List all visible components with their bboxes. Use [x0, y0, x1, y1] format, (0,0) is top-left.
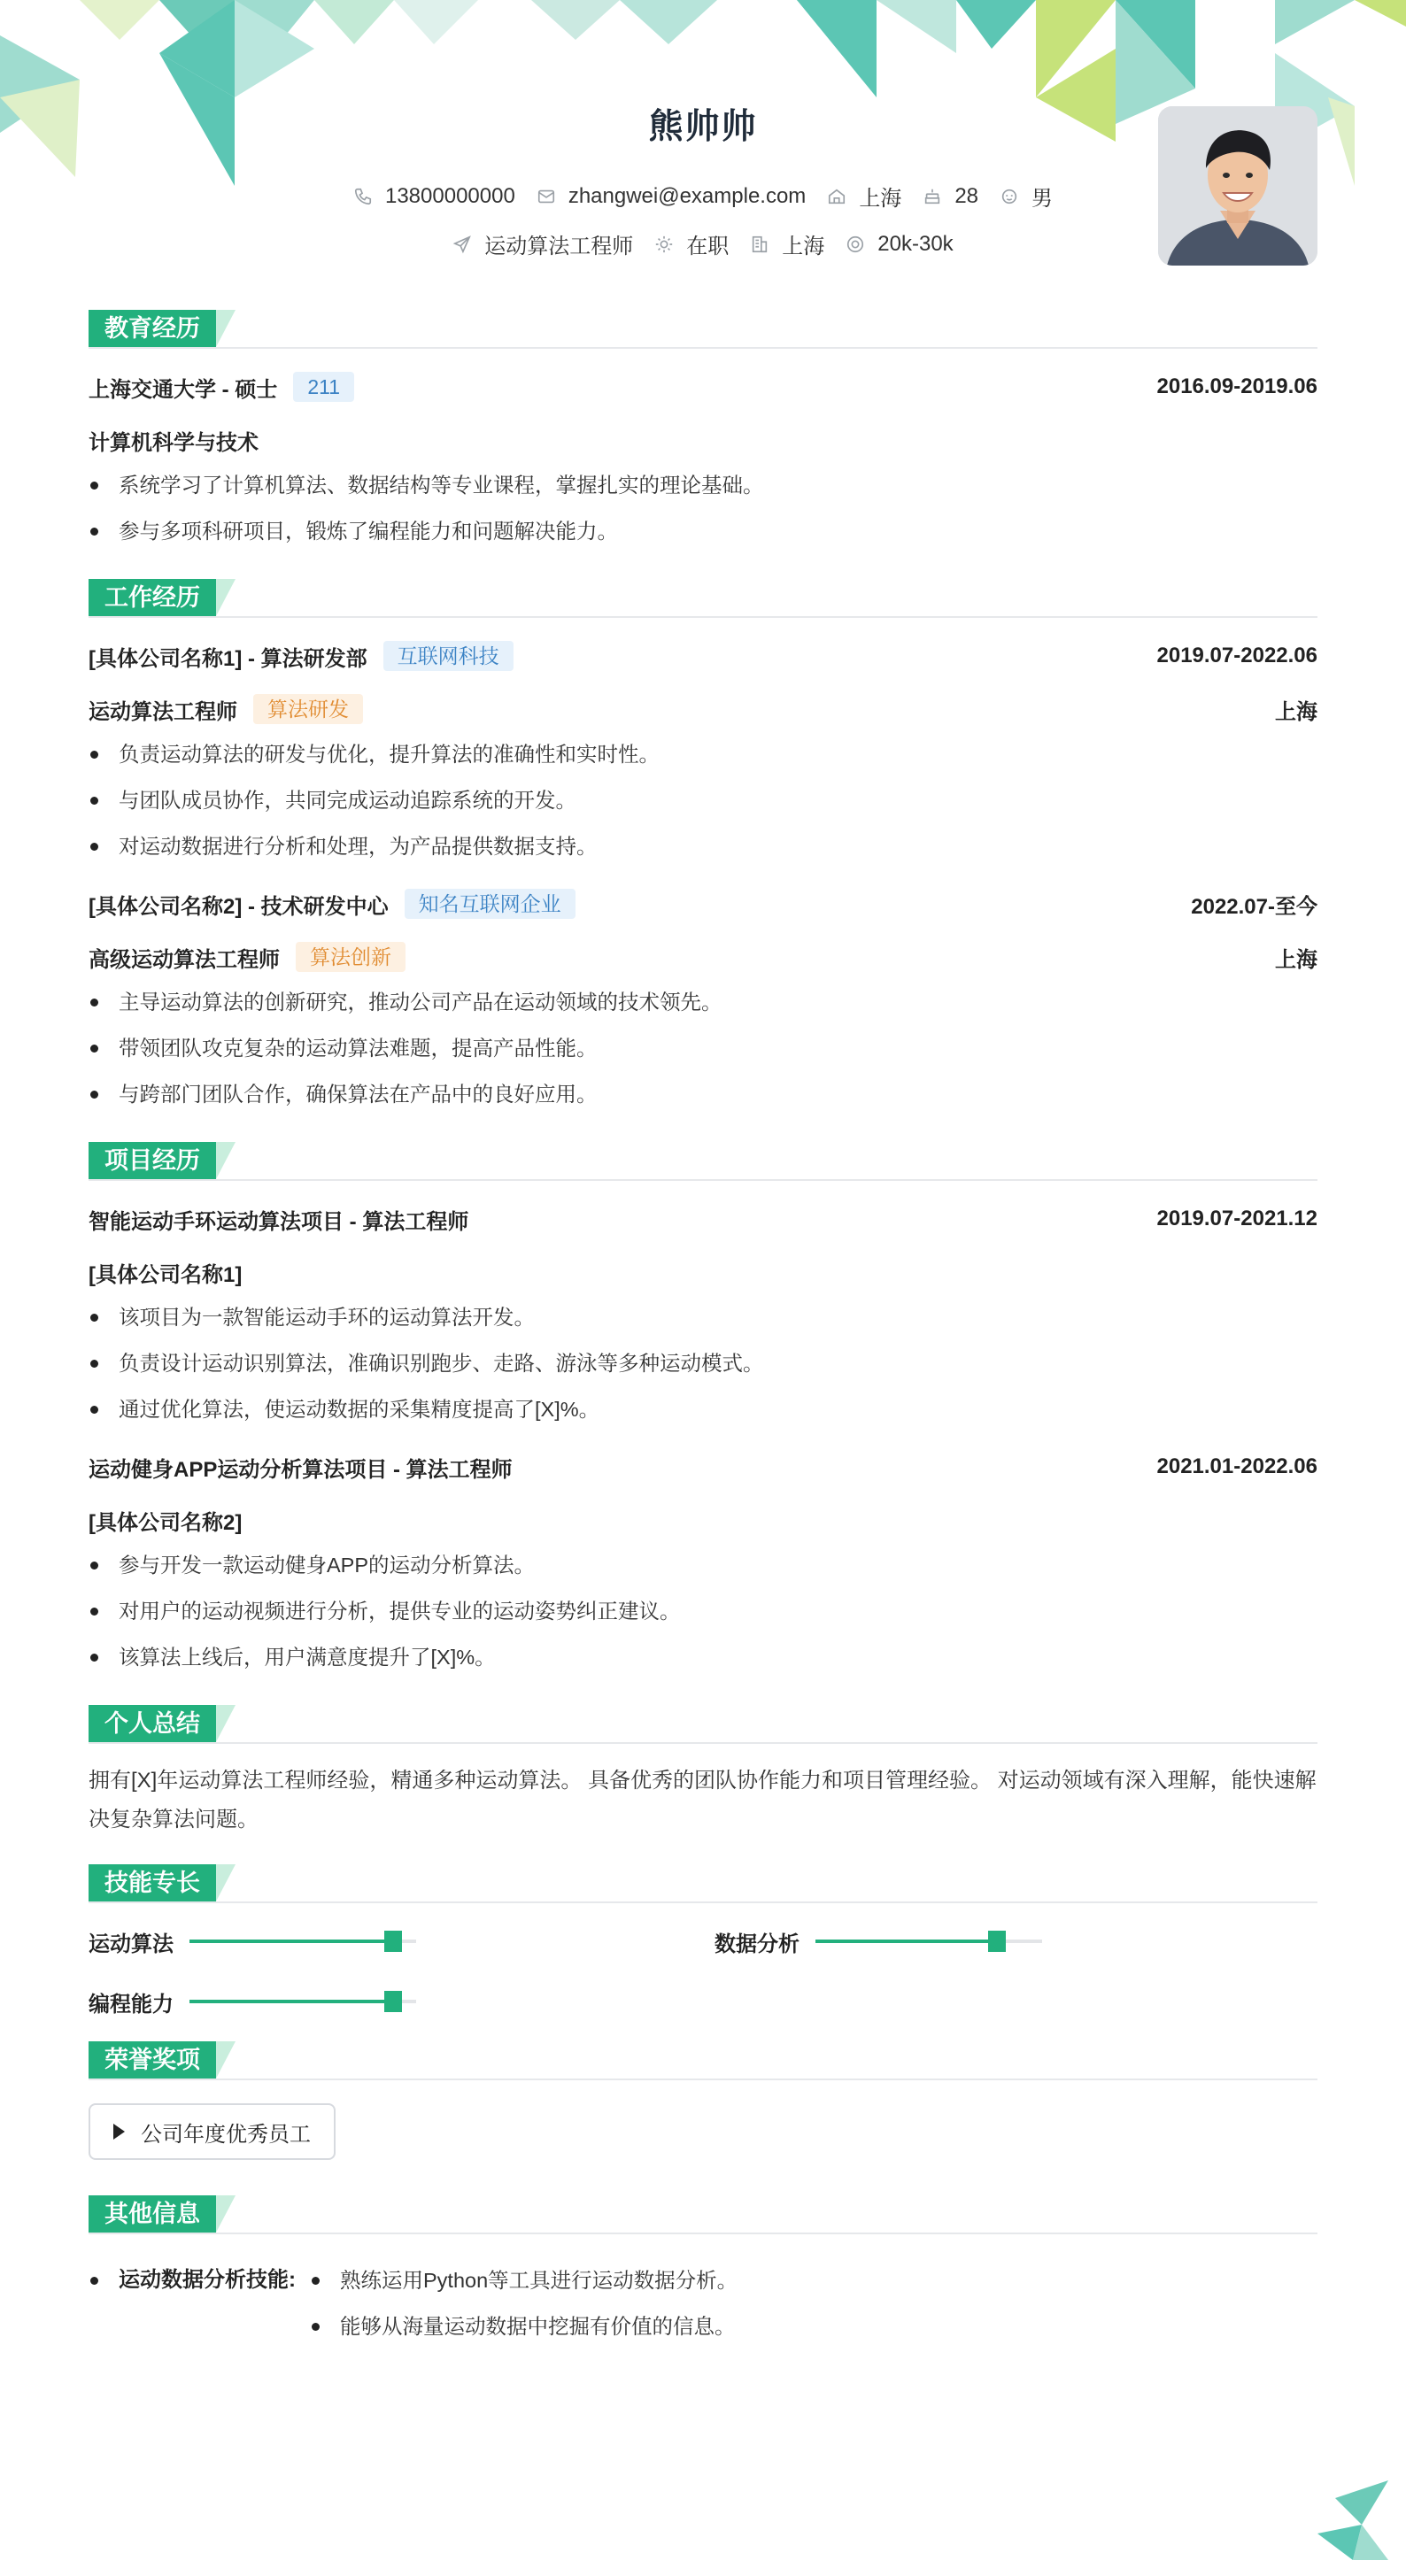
- other-bullets: [310, 2257, 738, 2349]
- awards-title: 荣誉奖项: [89, 2041, 216, 2079]
- gender-icon: [1000, 187, 1019, 206]
- building-icon: [750, 235, 769, 254]
- job-intent-row: [89, 228, 1317, 259]
- phone-text: 13800000000: [384, 183, 515, 208]
- job-role: 高级运动算法工程师: [89, 947, 280, 972]
- salary-text: 20k-30k: [877, 231, 954, 256]
- other-title: 其他信息: [89, 2195, 216, 2233]
- salary-icon: [846, 235, 865, 254]
- list-item: 参与开发一款运动健身APP的运动分析算法。: [89, 1542, 1317, 1588]
- city-text: 上海: [859, 187, 902, 211]
- job-title-text: 运动算法工程师: [484, 235, 634, 258]
- company-tag: 知名互联网企业: [405, 889, 576, 919]
- job-bullets: [89, 979, 1317, 1117]
- list-item: 该项目为一款智能运动手环的运动算法开发。: [89, 1294, 1317, 1340]
- project-company-row: [89, 1505, 1317, 1535]
- skill-name: 运动算法: [89, 1932, 174, 1956]
- education-date: 2016.09-2019.06: [1156, 374, 1317, 398]
- project-name: 运动健身APP运动分析算法项目 - 算法工程师: [89, 1457, 513, 1482]
- skills-grid: [89, 1926, 1317, 2017]
- major-name: 计算机科学与技术: [89, 430, 259, 455]
- education-title: 教育经历: [89, 310, 216, 347]
- resume-header: [89, 0, 1317, 292]
- job-company-row: [89, 889, 1317, 919]
- work-title: 工作经历: [89, 579, 216, 616]
- section-header: [89, 1142, 1317, 1181]
- list-item: 负责运动算法的研发与优化，提升算法的准确性和实时性。: [89, 731, 1317, 777]
- other-label: 运动数据分析技能:: [89, 2257, 296, 2369]
- job-date: 2019.07-2022.06: [1156, 644, 1317, 667]
- skill-bar: [189, 1940, 416, 1943]
- email-info: [537, 184, 807, 209]
- projects-section: [89, 1142, 1317, 1680]
- list-item: 对运动数据进行分析和处理，为产品提供数据支持。: [89, 823, 1317, 869]
- other-info: [89, 2257, 1317, 2369]
- education-section: [89, 310, 1317, 554]
- list-item: 能够从海量运动数据中挖掘有价值的信息。: [310, 2303, 738, 2349]
- role-tag: 算法创新: [296, 942, 406, 972]
- section-header: [89, 1705, 1317, 1744]
- award-item[interactable]: [89, 2103, 336, 2160]
- phone-icon: [353, 187, 373, 206]
- section-header: [89, 310, 1317, 349]
- list-item: 参与多项科研项目，锻炼了编程能力和问题解决能力。: [89, 508, 1317, 554]
- company-name: [具体公司名称1] - 算法研发部: [89, 646, 367, 671]
- list-item: 系统学习了计算机算法、数据结构等专业课程，掌握扎实的理论基础。: [89, 462, 1317, 508]
- school-tag: 211: [293, 372, 354, 402]
- projects-title: 项目经历: [89, 1142, 216, 1179]
- salary-info: [846, 232, 953, 257]
- status-text: 在职: [686, 235, 730, 258]
- section-header: [89, 2041, 1317, 2080]
- gender-info: [1000, 181, 1053, 212]
- mail-icon: [537, 187, 556, 206]
- list-item: 与跨部门团队合作，确保算法在产品中的良好应用。: [89, 1071, 1317, 1117]
- major-row: [89, 425, 1317, 455]
- list-item: 该算法上线后，用户满意度提升了[X]%。: [89, 1634, 1317, 1680]
- project-bullets: [89, 1294, 1317, 1432]
- send-icon: [452, 235, 472, 254]
- status-icon: [654, 235, 674, 254]
- list-item: 熟练运用Python等工具进行运动数据分析。: [310, 2257, 738, 2303]
- city-info: [827, 181, 901, 212]
- job-title-info: [452, 228, 633, 259]
- job-date: 2022.07-至今: [1191, 894, 1317, 919]
- skills-section: [89, 1864, 1317, 2017]
- project-name: 智能运动手环运动算法项目 - 算法工程师: [89, 1209, 469, 1234]
- target-city-text: 上海: [782, 235, 825, 258]
- summary-section: [89, 1705, 1317, 1839]
- project-row: [89, 1452, 1317, 1482]
- education-row: [89, 372, 1317, 402]
- job-role-row: [89, 942, 1317, 972]
- status-info: [654, 228, 729, 259]
- skill-item: [89, 1986, 715, 2017]
- age-info: [923, 184, 978, 209]
- section-header: [89, 1864, 1317, 1903]
- email-text: zhangwei@example.com: [568, 183, 807, 208]
- home-icon: [827, 187, 846, 206]
- summary-title: 个人总结: [89, 1705, 216, 1742]
- section-header: [89, 2195, 1317, 2234]
- list-item: 负责设计运动识别算法，准确识别跑步、走路、游泳等多种运动模式。: [89, 1340, 1317, 1386]
- section-header: [89, 579, 1317, 618]
- list-item: 与团队成员协作，共同完成运动追踪系统的开发。: [89, 777, 1317, 823]
- skill-bar: [189, 2000, 416, 2003]
- age-icon: [923, 187, 942, 206]
- job-bullets: [89, 731, 1317, 869]
- summary-text: 拥有[X]年运动算法工程师经验，精通多种运动算法。 具备优秀的团队协作能力和项目管理经验。 对运动领域有深入理解，能快速解决复杂算法问题。: [89, 1769, 1317, 1832]
- gender-text: 男: [1031, 187, 1054, 211]
- contact-row: [89, 181, 1317, 212]
- job-location: 上海: [1275, 699, 1317, 724]
- awards-section: [89, 2041, 1317, 2171]
- education-bullets: [89, 462, 1317, 554]
- footer-decoration: [1317, 2480, 1388, 2560]
- profile-photo: [1158, 106, 1317, 266]
- play-icon: [113, 2124, 125, 2140]
- project-row: [89, 1204, 1317, 1234]
- company-tag: 互联网科技: [383, 641, 514, 671]
- skill-item: [715, 1926, 1246, 1956]
- project-date: 2021.01-2022.06: [1156, 1454, 1317, 1478]
- list-item: 通过优化算法，使运动数据的采集精度提高了[X]%。: [89, 1386, 1317, 1432]
- project-company-row: [89, 1257, 1317, 1287]
- candidate-name: 熊帅帅: [648, 108, 758, 146]
- award-text: 公司年度优秀员工: [141, 2122, 311, 2147]
- school-name: 上海交通大学 - 硕士: [89, 377, 278, 402]
- project-bullets: [89, 1542, 1317, 1680]
- job-company-row: [89, 641, 1317, 671]
- skills-title: 技能专长: [89, 1864, 216, 1901]
- skill-name: 数据分析: [715, 1932, 800, 1956]
- job-location: 上海: [1275, 947, 1317, 972]
- job-role: 运动算法工程师: [89, 699, 237, 724]
- role-tag: 算法研发: [253, 694, 363, 724]
- list-item: 主导运动算法的创新研究，推动公司产品在运动领域的技术领先。: [89, 979, 1317, 1025]
- target-city-info: [750, 228, 824, 259]
- age-text: 28: [954, 183, 979, 208]
- skill-bar: [815, 1940, 1042, 1943]
- list-item: 带领团队攻克复杂的运动算法难题，提高产品性能。: [89, 1025, 1317, 1071]
- project-date: 2019.07-2021.12: [1156, 1207, 1317, 1230]
- skill-name: 编程能力: [89, 1992, 174, 2017]
- company-name: [具体公司名称2] - 技术研发中心: [89, 894, 389, 919]
- skill-item: [89, 1926, 715, 1956]
- work-section: [89, 579, 1317, 1117]
- list-item: 对用户的运动视频进行分析，提供专业的运动姿势纠正建议。: [89, 1588, 1317, 1634]
- job-role-row: [89, 694, 1317, 724]
- phone-info: [353, 184, 515, 209]
- project-company: [具体公司名称1]: [89, 1262, 243, 1287]
- other-section: [89, 2195, 1317, 2369]
- project-company: [具体公司名称2]: [89, 1510, 243, 1535]
